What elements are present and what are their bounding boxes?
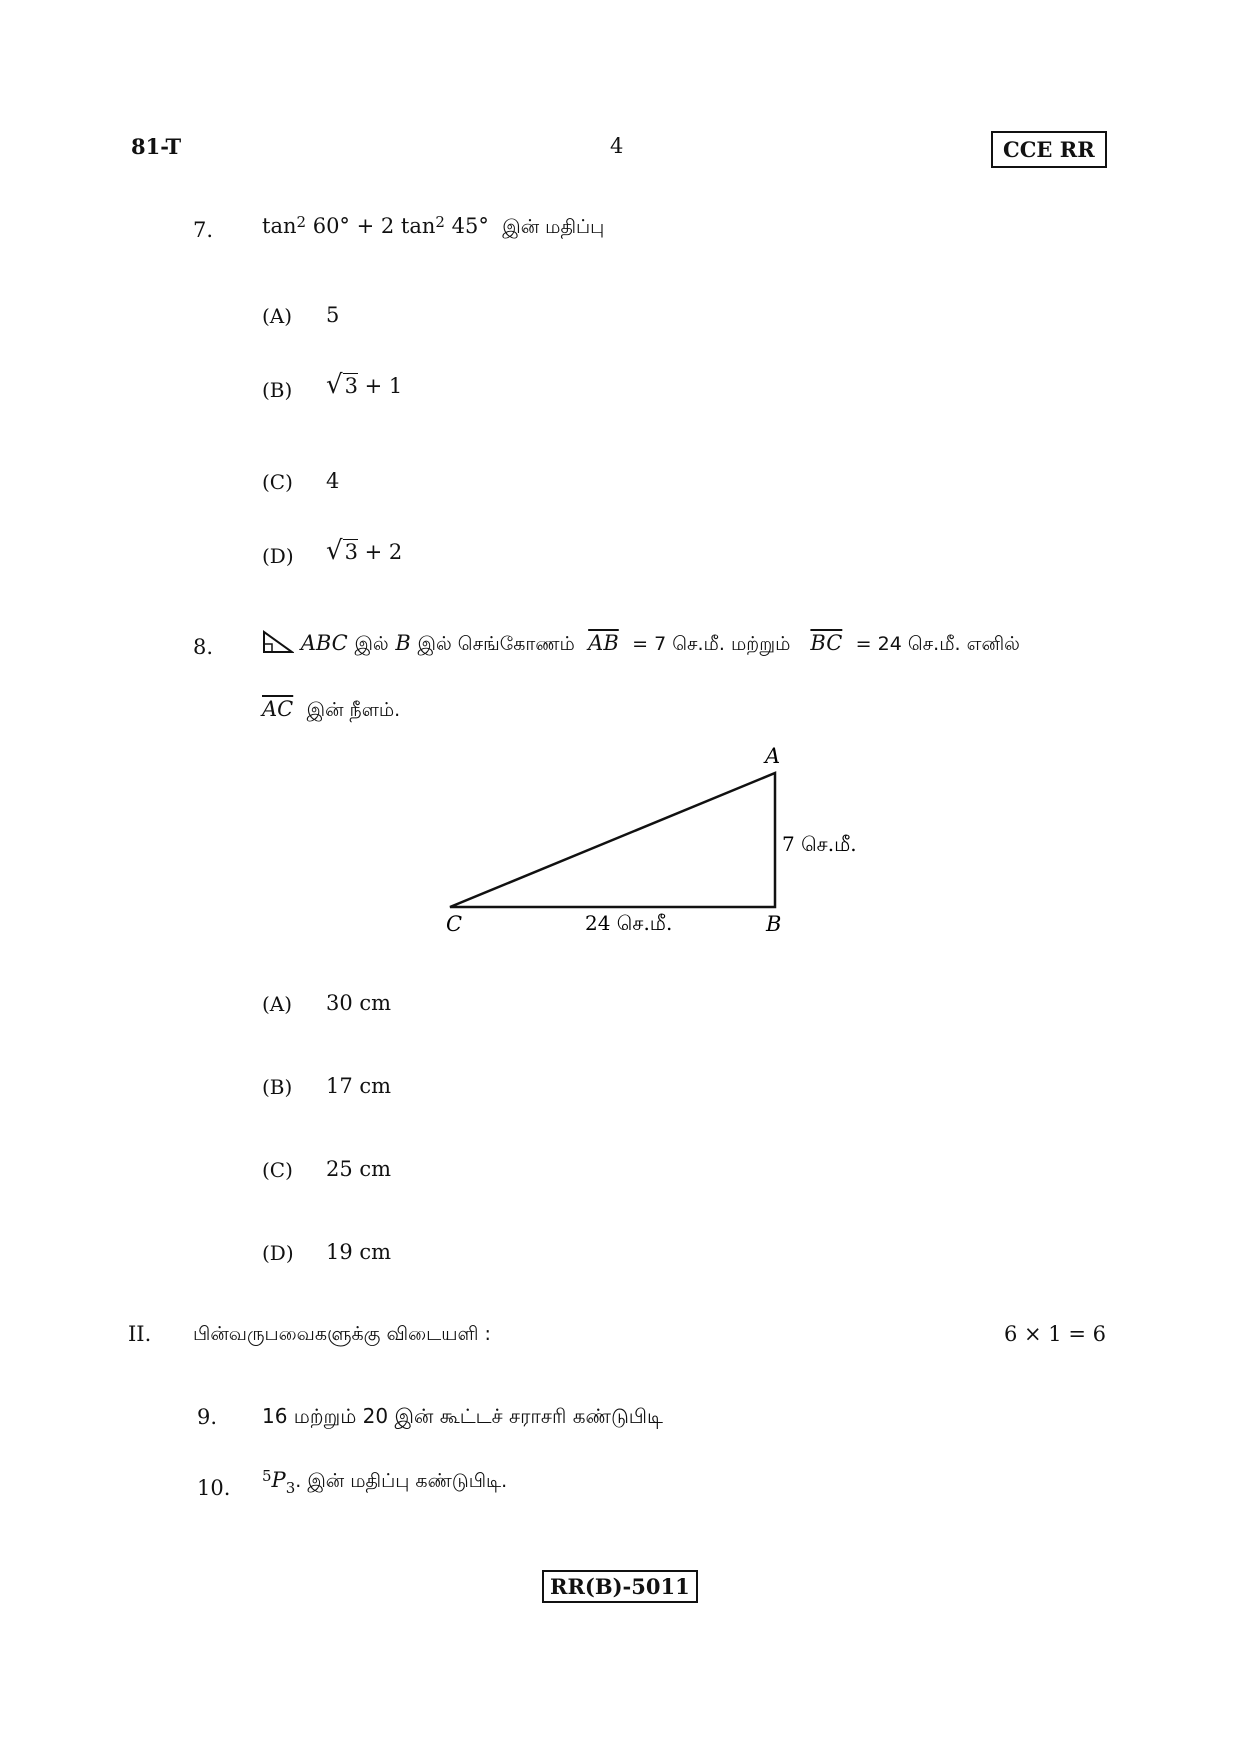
question-10-number: 10.	[197, 1476, 231, 1500]
triangle-shape	[450, 773, 775, 907]
q7-option-a-label: (A)	[262, 304, 293, 328]
q8-vertex: B	[395, 631, 411, 655]
q7-tail: இன் மதிப்பு	[502, 216, 605, 238]
side-ab-label: 7 செ.மீ.	[782, 832, 857, 856]
vertex-c-label: C	[446, 912, 463, 936]
q7-option-a-value: 5	[326, 303, 340, 327]
q10-tail: . இன் மதிப்பு கண்டுபிடி.	[295, 1470, 508, 1492]
footer-code-box: RR(B)-5011	[542, 1570, 698, 1603]
q7-expr-b-sup: 2	[435, 213, 445, 231]
q8-triangle-name: ABC	[300, 631, 348, 655]
q7-expr-a: tan	[262, 214, 297, 238]
sqrt-symbol: √3	[326, 536, 358, 566]
q8-segment-ac: $\overline{AC}$	[262, 697, 294, 721]
question-10-text	[262, 1468, 507, 1495]
q8-text-4: = 24 செ.மீ. எனில்	[855, 633, 1020, 655]
q7-option-b-label: (B)	[262, 378, 293, 402]
q8-option-c-label: (C)	[262, 1158, 293, 1182]
question-9-text: 16 மற்றும் 20 இன் கூட்டச் சராசரி கண்டுபிடி	[262, 1404, 663, 1428]
q8-option-c-value: 25 cm	[326, 1157, 392, 1181]
q10-sub: 3	[285, 1479, 296, 1497]
triangle-icon	[262, 630, 294, 654]
q7-expr-a-sup: 2	[296, 213, 307, 231]
q7-option-c-label: (C)	[262, 470, 293, 494]
question-8-line2	[262, 697, 400, 724]
vertex-b-label: B	[766, 912, 782, 936]
side-bc-label: 24 செ.மீ.	[585, 911, 673, 935]
q8-text-5: இன் நீளம்.	[306, 699, 401, 721]
vertex-a-label: A	[765, 744, 781, 768]
exam-code-box: CCE RR	[991, 131, 1107, 168]
q7-expr-b: 60° + 2 tan	[306, 214, 436, 238]
q8-segment-bc: $\overline{BC}$	[810, 631, 843, 655]
q8-option-d-label: (D)	[262, 1241, 294, 1265]
section-2-title: பின்வருபவைகளுக்கு விடையளி :	[193, 1323, 491, 1345]
page-number: 4	[610, 134, 624, 158]
q8-option-a-value: 30 cm	[326, 991, 392, 1015]
q8-option-b-value: 17 cm	[326, 1074, 392, 1098]
q8-option-a-label: (A)	[262, 992, 293, 1016]
q7-option-d-value: √3 + 2	[326, 536, 403, 566]
q8-segment-ab: $\overline{AB}$	[588, 631, 619, 655]
paper-code: 81-T	[131, 134, 182, 159]
q7-option-b-value: √3 + 1	[326, 370, 403, 400]
q8-option-b-label: (B)	[262, 1075, 293, 1099]
question-8-line1	[262, 630, 1020, 658]
q7-option-c-value: 4	[326, 469, 340, 493]
q8-text-3: = 7 செ.மீ. மற்றும்	[632, 633, 791, 655]
q10-p: P	[271, 1468, 286, 1492]
section-2-marks: 6 × 1 = 6	[1004, 1322, 1106, 1346]
q8-option-d-value: 19 cm	[326, 1240, 392, 1264]
question-9-number: 9.	[197, 1405, 218, 1429]
section-2-numeral: II.	[128, 1322, 152, 1346]
q7-option-d-label: (D)	[262, 544, 294, 568]
triangle-figure	[430, 735, 890, 950]
sqrt-symbol: √3	[326, 370, 358, 400]
question-7-number: 7.	[193, 218, 214, 242]
q10-sup: 5	[262, 1467, 272, 1485]
q8-text-2: இல் செங்கோணம்	[417, 633, 575, 655]
q7-expr-c: 45°	[444, 214, 489, 238]
question-7-text	[262, 214, 604, 241]
q8-text-1: இல்	[354, 633, 389, 655]
question-8-number: 8.	[193, 635, 214, 659]
